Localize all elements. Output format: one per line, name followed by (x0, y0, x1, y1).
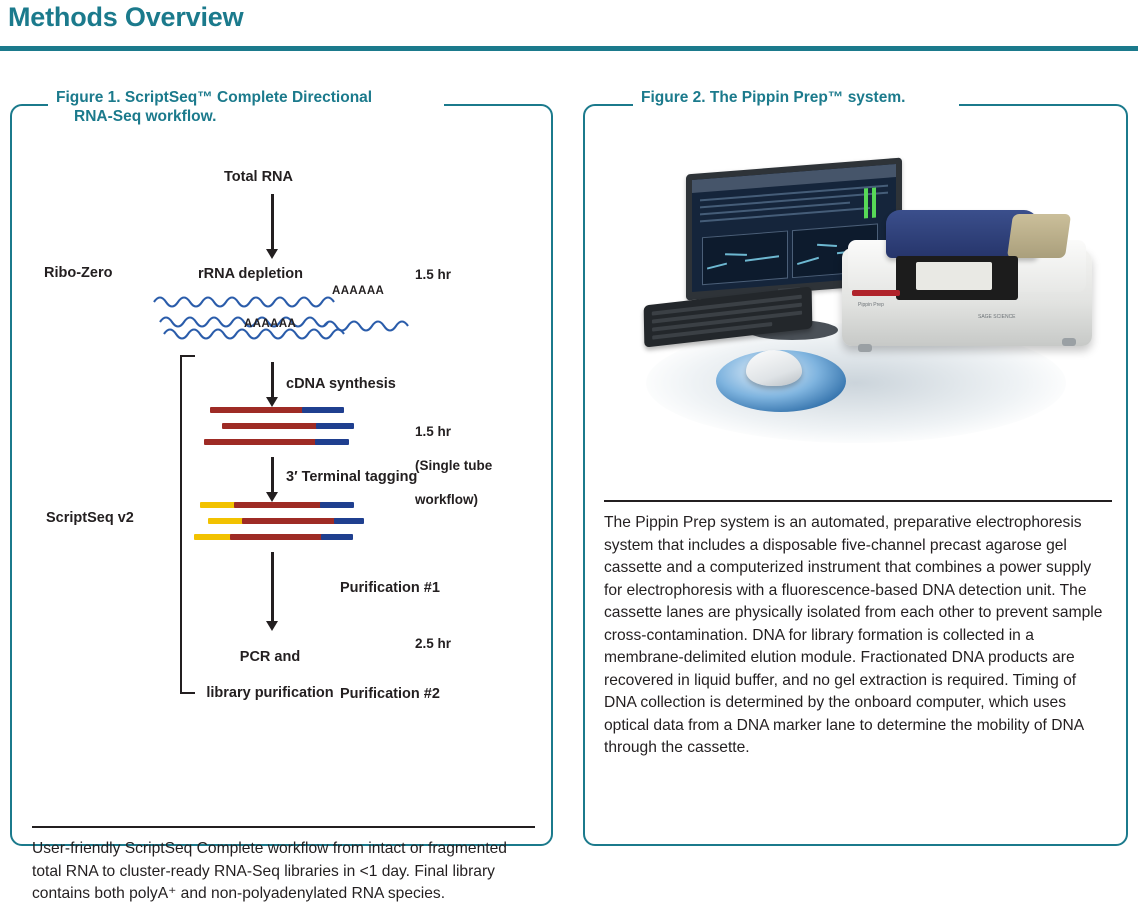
monitor-trace-line-2 (725, 253, 747, 256)
instrument-red-strip (852, 290, 900, 296)
tag-bar-yellow-3 (194, 534, 232, 540)
rna-strand-4 (322, 316, 417, 336)
label-purification-2: Purification #2 (340, 686, 440, 702)
monitor-status-green-2 (872, 188, 876, 218)
tag-bar-red-2 (242, 518, 338, 524)
monitor-trace-line-4 (797, 257, 819, 265)
title-divider (0, 46, 1138, 51)
monitor-grid-row-4 (700, 207, 870, 222)
label-scriptseq-v2: ScriptSeq v2 (46, 510, 134, 526)
time-depletion: 1.5 hr (415, 267, 452, 282)
arrow-to-pcr (271, 552, 274, 622)
instrument-logo-label: SAGE SCIENCE (978, 314, 1016, 320)
cdna-bar-red-2 (222, 423, 320, 429)
monitor-status-green (864, 188, 868, 218)
tag-bar-red-3 (230, 534, 325, 540)
step-pcr-library (194, 630, 346, 720)
tag-bar-blue-1 (320, 502, 354, 508)
step-cdna-synthesis: cDNA synthesis (286, 376, 396, 392)
figure1-divider (32, 826, 535, 828)
instrument-foot-left (858, 344, 872, 352)
polya-tail-1: AAAAAA (332, 285, 385, 297)
instrument-lid-side (1007, 214, 1071, 258)
time-synthesis-line2: (Single tube (415, 458, 493, 473)
tag-bar-yellow-1 (200, 502, 236, 508)
tag-bar-blue-3 (321, 534, 353, 540)
figure1-workflow-diagram (12, 110, 552, 730)
label-ribo-zero: Ribo-Zero (44, 265, 113, 281)
monitor-trace-line-3 (745, 255, 779, 261)
cdna-bar-blue-3 (315, 439, 349, 445)
cdna-bar-blue-2 (316, 423, 354, 429)
monitor-trace-line-5 (817, 244, 837, 247)
label-purification-1: Purification #1 (340, 580, 440, 596)
step-total-rna: Total RNA (224, 169, 294, 185)
bracket-scriptseq-v2 (180, 355, 195, 694)
step-pcr-line1: PCR and (239, 649, 301, 665)
arrow-to-terminal-tagging (271, 457, 274, 493)
tag-bar-blue-2 (334, 518, 364, 524)
monitor-trace-line-1 (707, 263, 727, 270)
time-synthesis-line3: workflow) (415, 492, 478, 507)
step-pcr-line2: library purification (206, 685, 334, 701)
figure2-body-text: The Pippin Prep system is an automated, preparative electrophoresis system that includes a disposable five-channel precast agarose gel cassette and a computerized instrument that combines a power supply for electrophoresis with a fluorescence-based DNA detection unit. The cassette lanes are physically isolated from each other to prevent sample cross-contamination. DNA for library formation is collected in a membrane-delimited elution module. Fractionated DNA products are recovered in liquid buffer, and no gel extraction is required. Timing of DNA collection is determined by the onboard computer, which uses optical data from a DNA marker lane to determine the mobility of DNA through the cassette. (604, 514, 1103, 756)
page-title: Methods Overview (8, 2, 244, 32)
figure1-caption-line1: Figure 1. ScriptSeq™ Complete Directional (56, 89, 373, 106)
tag-bar-yellow-2 (208, 518, 244, 524)
step-rrna-depletion: rRNA depletion (198, 266, 303, 282)
time-synthesis-line1: 1.5 hr (415, 424, 452, 439)
figure2-instrument-photo (596, 128, 1116, 483)
arrow-to-cdna-synthesis (271, 362, 274, 398)
instrument-foot-right (1062, 338, 1076, 346)
arrow-total-rna-to-depletion (271, 194, 274, 250)
monitor-trace-left (702, 230, 788, 285)
cdna-bar-red-1 (210, 407, 306, 413)
instrument-brand-label: Pippin Prep (858, 302, 884, 308)
figure1-body-text: User-friendly ScriptSeq Complete workflow from intact or fragmented total RNA to cluster-ready RNA-Seq libraries in <1 day. Final library contains both polyA⁺ and non-polyadenylated RNA species. (32, 840, 507, 902)
mouse (746, 350, 802, 386)
cdna-bar-red-3 (204, 439, 319, 445)
polya-tail-2: AAAAAA (244, 318, 297, 330)
tag-bar-red-1 (234, 502, 324, 508)
time-synthesis (415, 406, 492, 525)
instrument-gel-cassette (916, 262, 992, 290)
figure2-caption: Figure 2. The Pippin Prep™ system. (633, 88, 959, 107)
time-pcr: 2.5 hr (415, 636, 452, 651)
step-terminal-tagging: 3′ Terminal tagging (286, 469, 418, 485)
figure1-caption-line2: RNA-Seq workflow. (74, 108, 217, 125)
cdna-bar-blue-1 (302, 407, 344, 413)
figure2-divider (604, 500, 1112, 502)
